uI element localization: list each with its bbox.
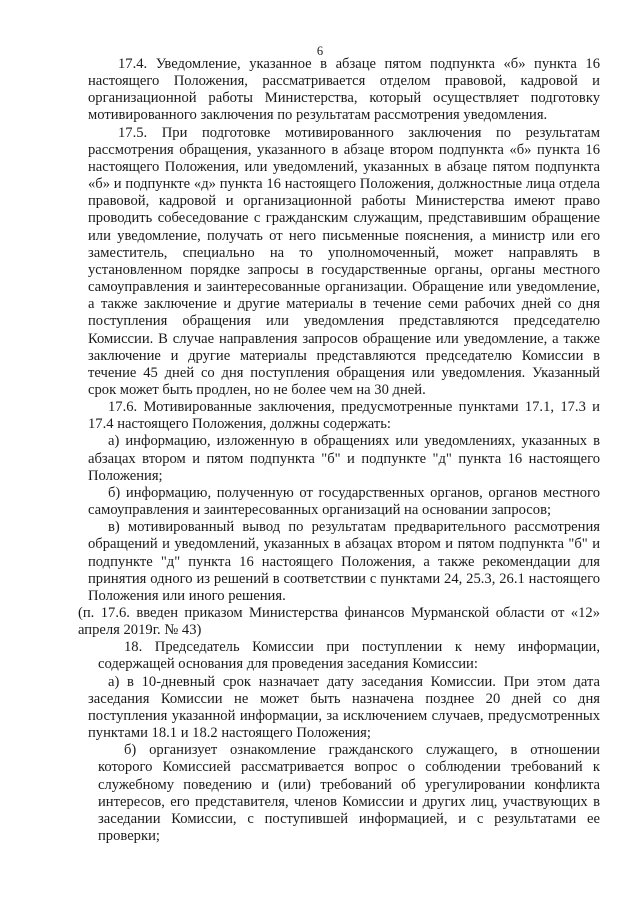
amendment-note: (п. 17.6. введен приказом Министерства финансов Мурманской области от «12» апреля 2019г. № 43) (78, 605, 600, 639)
paragraph-17-6-a: а) информацию, изложенную в обращениях или уведомлениях, указанных в абзацах втором и пятом подпункта "б" и подпункте "д" пункта 16 настоящего Положения; (88, 433, 600, 484)
paragraph-18-b: б) организует ознакомление гражданского служащего, в отношении которого Комиссией рассматривается вопрос о соблюдении требований к служебному поведению и (или) требований об урегулировании конфликта интересов, его представителя, членов Комиссии и других лиц, участвующих в заседании Комиссии, с поступившей информацией, и с результатами ее проверки; (98, 742, 600, 845)
paragraph-17-4: 17.4. Уведомление, указанное в абзаце пятом подпункта «б» пункта 16 настоящего Положения, рассматривается отделом правовой, кадровой и организационной работы Министерства, который осуществляет подготовку мотивированного заключения по результатам рассмотрения уведомления. (88, 56, 600, 124)
paragraph-18: 18. Председатель Комиссии при поступлении к нему информации, содержащей основания для проведения заседания Комиссии: (98, 639, 600, 673)
paragraph-17-6-b: б) информацию, полученную от государственных органов, органов местного самоуправления и заинтересованных организаций на основании запросов; (88, 484, 600, 519)
paragraph-18-a: а) в 10-дневный срок назначает дату заседания Комиссии. При этом дата заседания Комиссии не может быть назначена позднее 20 дней со дня поступления указанной информации, за исключением случаев, предусмотренных пунктами 18.1 и 18.2 настоящего Положения; (88, 673, 600, 742)
paragraph-17-6: 17.6. Мотивированные заключения, предусмотренные пунктами 17.1, 17.3 и 17.4 настоящего Положения, должны содержать: (88, 399, 600, 433)
paragraph-17-6-v: в) мотивированный вывод по результатам предварительного рассмотрения обращений и уведомлений, указанных в абзацах втором и пятом подпункта "б" и подпункте "д" пункта 16 настоящего Положения, а также рекомендации для принятия одного из решений в соответствии с пунктами 24, 25.3, 26.1 настоящего Положения или иного решения. (88, 519, 600, 604)
document-body (78, 56, 600, 845)
paragraph-17-5: 17.5. При подготовке мотивированного заключения по результатам рассмотрения обращения, указанного в абзаце втором подпункта «б» пункта 16 настоящего Положения, или уведомлений, указанных в абзаце пятом подпункта «б» и подпункте «д» пункта 16 настоящего Положения, должностные лица отдела правовой, кадровой и организационной работы Министерства имеют право проводить собеседование с гражданским служащим, представившим обращение или уведомление, получать от него письменные пояснения, а министр или его заместитель, специально на то уполномоченный, может направлять в установленном порядке запросы в государственные органы, органы местного самоуправления и заинтересованные организации. Обращение или уведомление, а также заключение и другие материалы в течение семи рабочих дней со дня поступления обращения или уведомления представляются председателю Комиссии. В случае направления запросов обращение или уведомление, а также заключение и другие материалы представляются председателю Комиссии в течение 45 дней со дня поступления обращения или уведомления. Указанный срок может быть продлен, но не более чем на 30 дней. (88, 124, 600, 398)
page-number: 6 (316, 44, 324, 58)
